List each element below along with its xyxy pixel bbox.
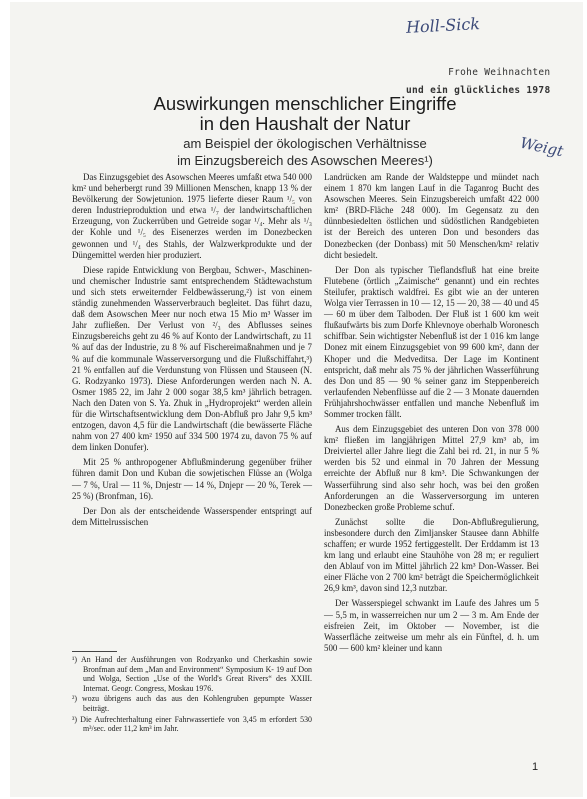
- title-line-2: in den Haushalt der Natur: [199, 113, 411, 134]
- footnote-divider: [72, 651, 117, 652]
- stamp-line-1: Frohe Weihnachten: [448, 67, 551, 78]
- page-number: 1: [532, 761, 539, 773]
- paragraph: Der Don als typischer Tieflandsfluß hat eine breite Flutebene (örtlich „Zaimische“ genannt) und ein rechtes Steilufer, praktisch waldfrei. Es gibt wie an der unteren Wolga vier Terrassen in 10 — 12, 15 — 20, 38 — 40 und 45 — 60 m über dem Talboden. Der Fluß ist 1 600 km weit flußaufwärts bis zum Dorfe Khlevnoye oberhalb Woronesch schiffbar. Sein wichtigster Nebenfluß ist der 1 016 km lange Donez mit einem Einzugsgebiet von 99 600 km², dann der Khoper und die Medveditsa. Der Lage im Kontinent entspricht, daß mehr als 75 % der jährlichen Wasserführung des Don und 85 — 90 % seiner ganz im Steppenbereich verlaufenden Nebenflüsse auf die 2 — 3 Monate dauernden Frühjahrshochwässer entfallen und manche Nebenfluß im Sommer trocken fällt.: [324, 264, 539, 419]
- left-column: [72, 172, 312, 532]
- paragraph: Diese rapide Entwicklung von Bergbau, Schwer-, Maschinen- und chemischer Industrie samt entsprechendem Städtewachstum und sich stets erweiternder Feldbewässerung,²) ist von einem ständig zunehmenden Wasserverbrauch begleitet. Das führt dazu, daß dem Asowschen Meer nur noch etwa 15 Mio m³ Wasser im Jahr zufließen. Der Verlust von ²/₃ des Abflusses seines Einzugsbereichs geht zu 46 % auf Konto der Landwirtschaft, zu 11 % auf das der Industrie, zu 8 % auf Fischereimaßnahmen und je 7 % auf die kommunale Wasserversorgung und die Flußschiffahrt,³) 21 % entfallen auf die Verdunstung von Flüssen und Stauseen (N. G. Rodzyanko 1973). Diese Anforderungen werden nach N. A. Osmer 1985 22, im Jahr 2 000 sogar 38,5 km³ jährlich betragen. Nach den Daten von S. Ya. Zhuk in „Hydroprojekt“ werden allein für die Wirtschaftsentwicklung dem Don-Abfluß pro Jahr 9,5 km³ entzogen, davon 4,5 für die Landwirtschaft (die bewässerte Fläche nahm von 27 400 km² 1950 auf 334 500 1974 zu, davon 75 % auf dem linken Donufer).: [72, 264, 312, 453]
- subtitle-line-2: im Einzugsbereich des Asowschen Meeres¹): [177, 153, 433, 168]
- handwritten-note-margin: Weigt: [518, 133, 565, 161]
- handwritten-note-top: Holl-Sick: [405, 14, 481, 37]
- footnote: ³) Die Aufrechterhaltung einer Fahrwassertiefe von 3,45 m erfordert 530 m³/sec. oder 11,2 km³ im Jahr.: [72, 714, 312, 734]
- title-line-1: Auswirkungen menschlicher Eingriffe: [153, 93, 457, 114]
- subtitle-line-1: am Beispiel der ökologischen Verhältnisse: [183, 136, 427, 151]
- footnotes: [72, 655, 312, 735]
- paragraph: Zunächst sollte die Don-Abflußregulierung, insbesondere durch den Zimljansker Stausee dann Abhilfe schaffen; er wurde 1952 fertiggestellt. Der Erddamm ist 13 km lang und erlaubt eine Stauhöhe von 28 m; er reguliert den Ablauf von im Mittel jährlich 22 km³ Don-Wasser. Bei einer Fläche von 2 700 km² beträgt die Speichermöglichkeit 26,9 km³, davon sind 12,3 nutzbar.: [324, 516, 539, 594]
- paragraph: Aus dem Einzugsgebiet des unteren Don von 378 000 km² fließen im langjährigen Mittel 27,9 km³ ab, im Dreiviertel aller Jahre liegt die Zahl bei rd. 21, in nur 5 % werden bis 52 und einmal in 70 Jahren der Messung erreichte der Abfluß nur 8 km³. Die Schwankungen der Wasserführung sind also sehr hoch, was bei den großen Anforderungen an die Wasserversorgung im unteren Donezbecken große Probleme schuf.: [324, 424, 539, 512]
- footnote: ²) wozu übrigens auch das aus den Kohlengruben gepumpte Wasser beiträgt.: [72, 694, 312, 713]
- paragraph: Mit 25 % anthropogener Abflußminderung gegenüber früher führen damit Don und Kuban die sowjetischen Flüsse an (Wolga — 7 %, Ural — 11 %, Dnjestr — 14 %, Dnjepr — 20 %, Terek — 25 %) (Bronfman, 16).: [72, 457, 312, 501]
- footnote: ¹) An Hand der Ausführungen von Rodzyanko und Cherkashin sowie Bronfman auf dem „Man and Environment“ Symposium K- 19 auf Don und Wolga, Section „Use of the World's Great Rivers“ des XXIII. Internat. Geogr. Congress, Moskau 1976.: [72, 655, 312, 693]
- paragraph: Der Wasserspiegel schwankt im Laufe des Jahres um 5 — 5,5 m, in wasserreichen nur um 2 — 3 m. Am Ende der eisfreien Zeit, im Oktober — November, ist die Wasserfläche zeitweise um mehr als ein Fünftel, d. h. um 500 — 600 km² kleiner und kann: [324, 598, 539, 653]
- article-title-block: [90, 94, 520, 168]
- stamp-line-2: und ein glückliches 1978: [406, 85, 551, 96]
- right-column: [324, 172, 539, 658]
- paragraph: Das Einzugsgebiet des Asowschen Meeres umfaßt etwa 540 000 km² und beherbergt rund 39 Millionen Menschen, knapp 13 % der Bevölkerung der Sowjetunion. 1975 lieferte dieser Raum ¹/₅ von deren Industrieproduktion und etwa ¹/₇ der landwirtschaftlichen Erzeugung, von Zuckerrüben und Getreide sogar ¹/₄. Mehr als ¹/₃ der Kohle und ¹/₅ des Eisenerzes werden im Donezbecken gewonnen und ¹/₄ des Stahls, der Walzwerkprodukte und der Düngemittel werden hier produziert.: [72, 172, 312, 260]
- paragraph: Landrücken am Rande der Waldsteppe und mündet nach einem 1 870 km langen Lauf in die Taganrog Bucht des Asowschen Meeres. Sein Einzugsbereich umfaßt 422 000 km² (BRD-Fläche 248 000). Im Gegensatz zu den dünnbesiedelten östlichen und südöstlichen Randgebieten ist der Bereich des unteren Don und besonders das Donezbecken (der Donbass) mit 50 Menschen/km² relativ dicht besiedelt.: [324, 172, 539, 260]
- document-page: [10, 2, 583, 797]
- paragraph: Der Don als der entscheidende Wasserspender entspringt auf dem Mittelrussischen: [72, 505, 312, 527]
